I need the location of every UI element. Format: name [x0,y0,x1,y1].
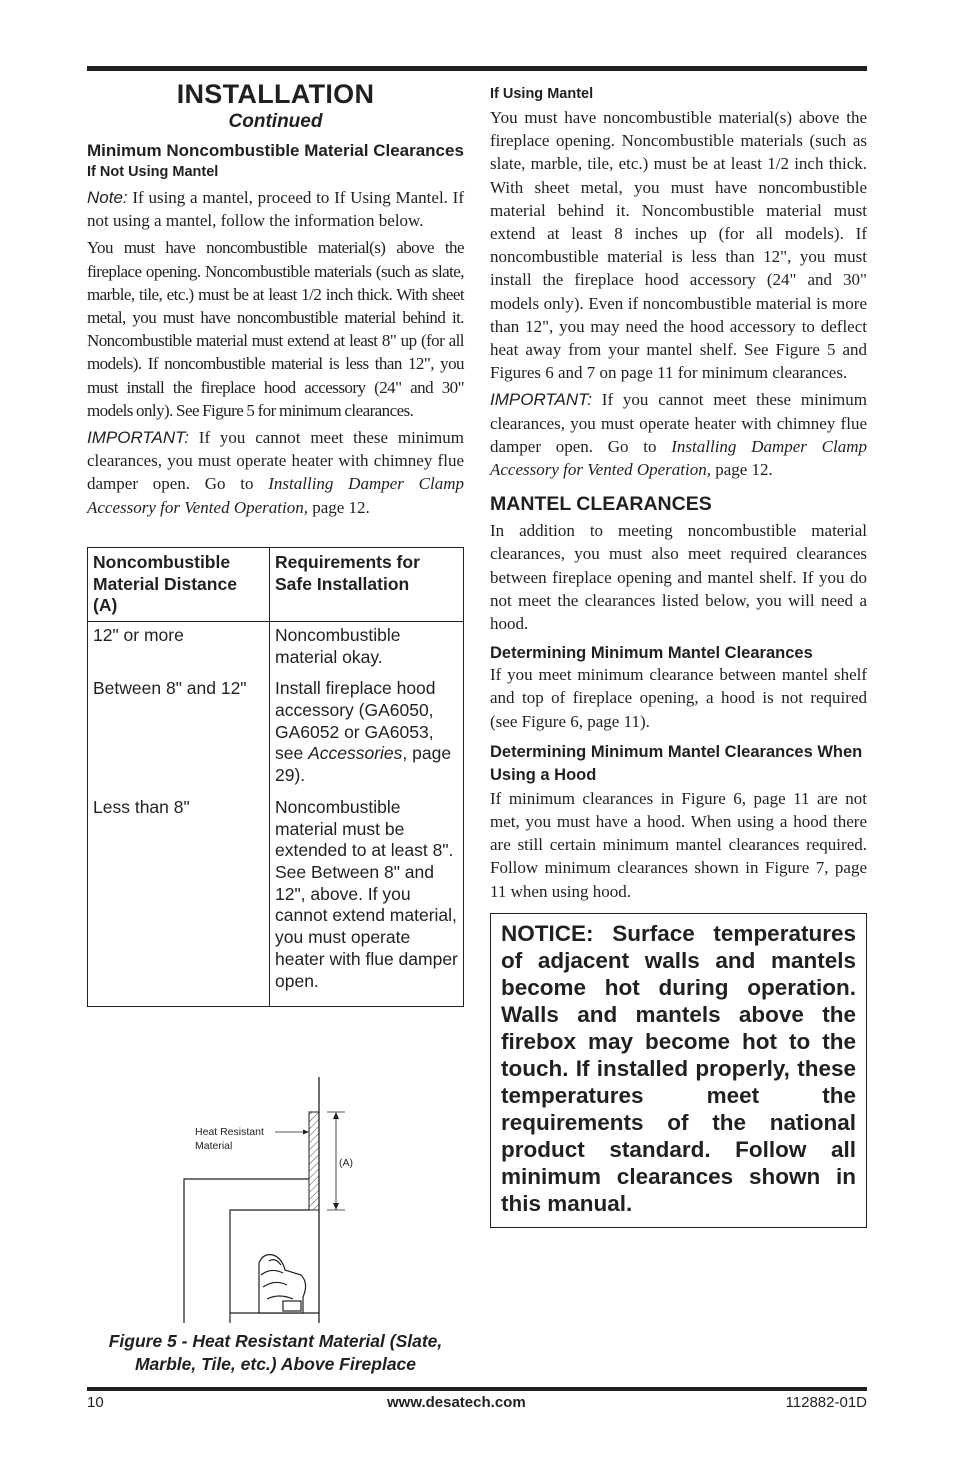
left-column [87,78,464,1007]
page-title: INSTALLATION [176,79,375,109]
page-number: 10 [87,1394,104,1411]
important-paragraph-right [490,388,867,481]
table-cell-requirement [270,668,464,787]
mantel-body-paragraph: You must have noncombustible material(s) above the fireplace opening. Noncombustible materials (such as slate, marble, tile, etc.) must be at least 1/2 inch thick. With sheet metal, you must have noncombustible material behind it. Noncombustible material must extend at least 8 inches up (for all models). If noncombustible material is less than 12", you must install the fireplace hood accessory (24" and 30" models only). Even if noncombustible material is more than 12", you may need the hood accessory to deflect heat away from your mantel shelf. See Figure 5 and Figures 6 and 7 on page 11 for minimum clearances. [490,108,867,383]
important-link-text: Installing Damper Clamp Accessory for Vented Operation, [87,474,464,517]
accessories-reference: Accessories [308,743,403,764]
mantel-clearances-paragraph: In addition to meeting noncombustible material clearances, you must also meet required clearances between fireplace opening and mantel shelf. If you do not meet the clearances listed below, you will need a hood. [490,521,867,634]
important-link-text: Installing Damper Clamp Accessory for Vented Operation, [490,436,867,480]
document-number: 112882-01D [785,1394,867,1411]
figure-5-diagram [87,1075,464,1325]
heat-resistant-material-shape [309,1112,319,1210]
clearance-table [87,547,464,1007]
material-label-line2: Material [195,1140,233,1152]
important-end: page 12. [307,497,370,517]
subsection-title: If Not Using Mantel [87,164,219,180]
figure-caption: Figure 5 - Heat Resistant Material (Slate, Marble, Tile, etc.) Above Fireplace [108,1331,443,1374]
section-title: Minimum Noncombustible Material Clearances [87,141,464,160]
table-cell-distance: Less than 8" [88,787,270,1007]
determining-paragraph: If you meet minimum clearance between mantel shelf and top of fireplace opening, a hood is not required (see Figure 6, page 11). [490,665,867,731]
important-paragraph [87,426,464,519]
right-column [490,84,867,1228]
requirement-text: Install fireplace hood accessory (GA6050, GA6052 or GA6053, see [275,678,436,764]
table-row [88,787,464,1007]
table-header-distance: Noncombustible Material Distance (A) [88,547,270,621]
determining-hood-heading: Determining Minimum Mantel Clearances When Using a Hood [490,742,863,784]
top-rule [87,66,867,71]
material-label-line1: Heat Resistant [195,1126,264,1138]
dimension-label: (A) [339,1157,353,1169]
determining-hood-paragraph: If minimum clearances in Figure 6, page 11 are not met, you must have a hood. When using a hood there are still certain minimum mantel clearances required. Follow minimum clearances shown in Figure 7, page 11 when using hood. [490,788,867,901]
important-end: page 12. [710,460,773,480]
notice-box: NOTICE: Surface temperatures of adjacent walls and mantels become hot during operation. Walls and mantels above the firebox may become hot to the touch. If installed properly, these temperatures meet the requirements of the national product standard. Follow all minimum clearances shown in this manual. [490,913,867,1228]
continued-label: Continued [228,111,323,132]
table-cell-distance: 12" or more [88,621,270,668]
note-text: If using a mantel, proceed to If Using Mantel. If not using a mantel, follow the information below. [87,188,464,231]
note-label: Note: [87,188,128,207]
table-header-row [88,547,464,621]
mantel-clearances-heading: MANTEL CLEARANCES [490,493,712,516]
bottom-rule [87,1387,867,1391]
table-row [88,621,464,668]
log-set-icon [259,1255,306,1313]
table-row [88,668,464,787]
important-label: IMPORTANT: [490,390,592,410]
requirement-text-end: , page 29). [275,743,452,786]
important-label: IMPORTANT: [87,428,189,448]
body-paragraph: You must have noncombustible material(s) above the fireplace opening. Noncombustible materials (such as slate, marble, tile, etc.) must be at least 1/2 inch thick. With sheet metal, you must have noncombustible material behind it. Noncombustible material must extend at least 8" up (for all models). If noncombustible material is less than 12", you must install the fireplace hood accessory (24" and 30" models only). See Figure 5 for minimum clearances. [87,238,464,420]
important-text: If you cannot meet these minimum clearances, you must operate heater with chimney flue damper open. Go to [490,390,867,456]
table-header-requirements: Requirements for Safe Installation [270,547,464,621]
table-cell-requirement: Noncombustible material must be extended to at least 8". See Between 8" and 12", above. If you cannot extend material, you must operate heater with flue damper open. [270,787,464,1007]
website-link[interactable]: www.desatech.com [387,1394,526,1411]
subsection-title-mantel: If Using Mantel [490,86,594,102]
table-cell-requirement: Noncombustible material okay. [270,621,464,668]
determining-heading: Determining Minimum Mantel Clearances [490,644,813,663]
table-cell-distance: Between 8" and 12" [88,668,270,787]
note-paragraph [87,186,464,232]
important-text: If you cannot meet these minimum clearances, you must operate heater with chimney flue damper open. Go to [87,428,464,494]
